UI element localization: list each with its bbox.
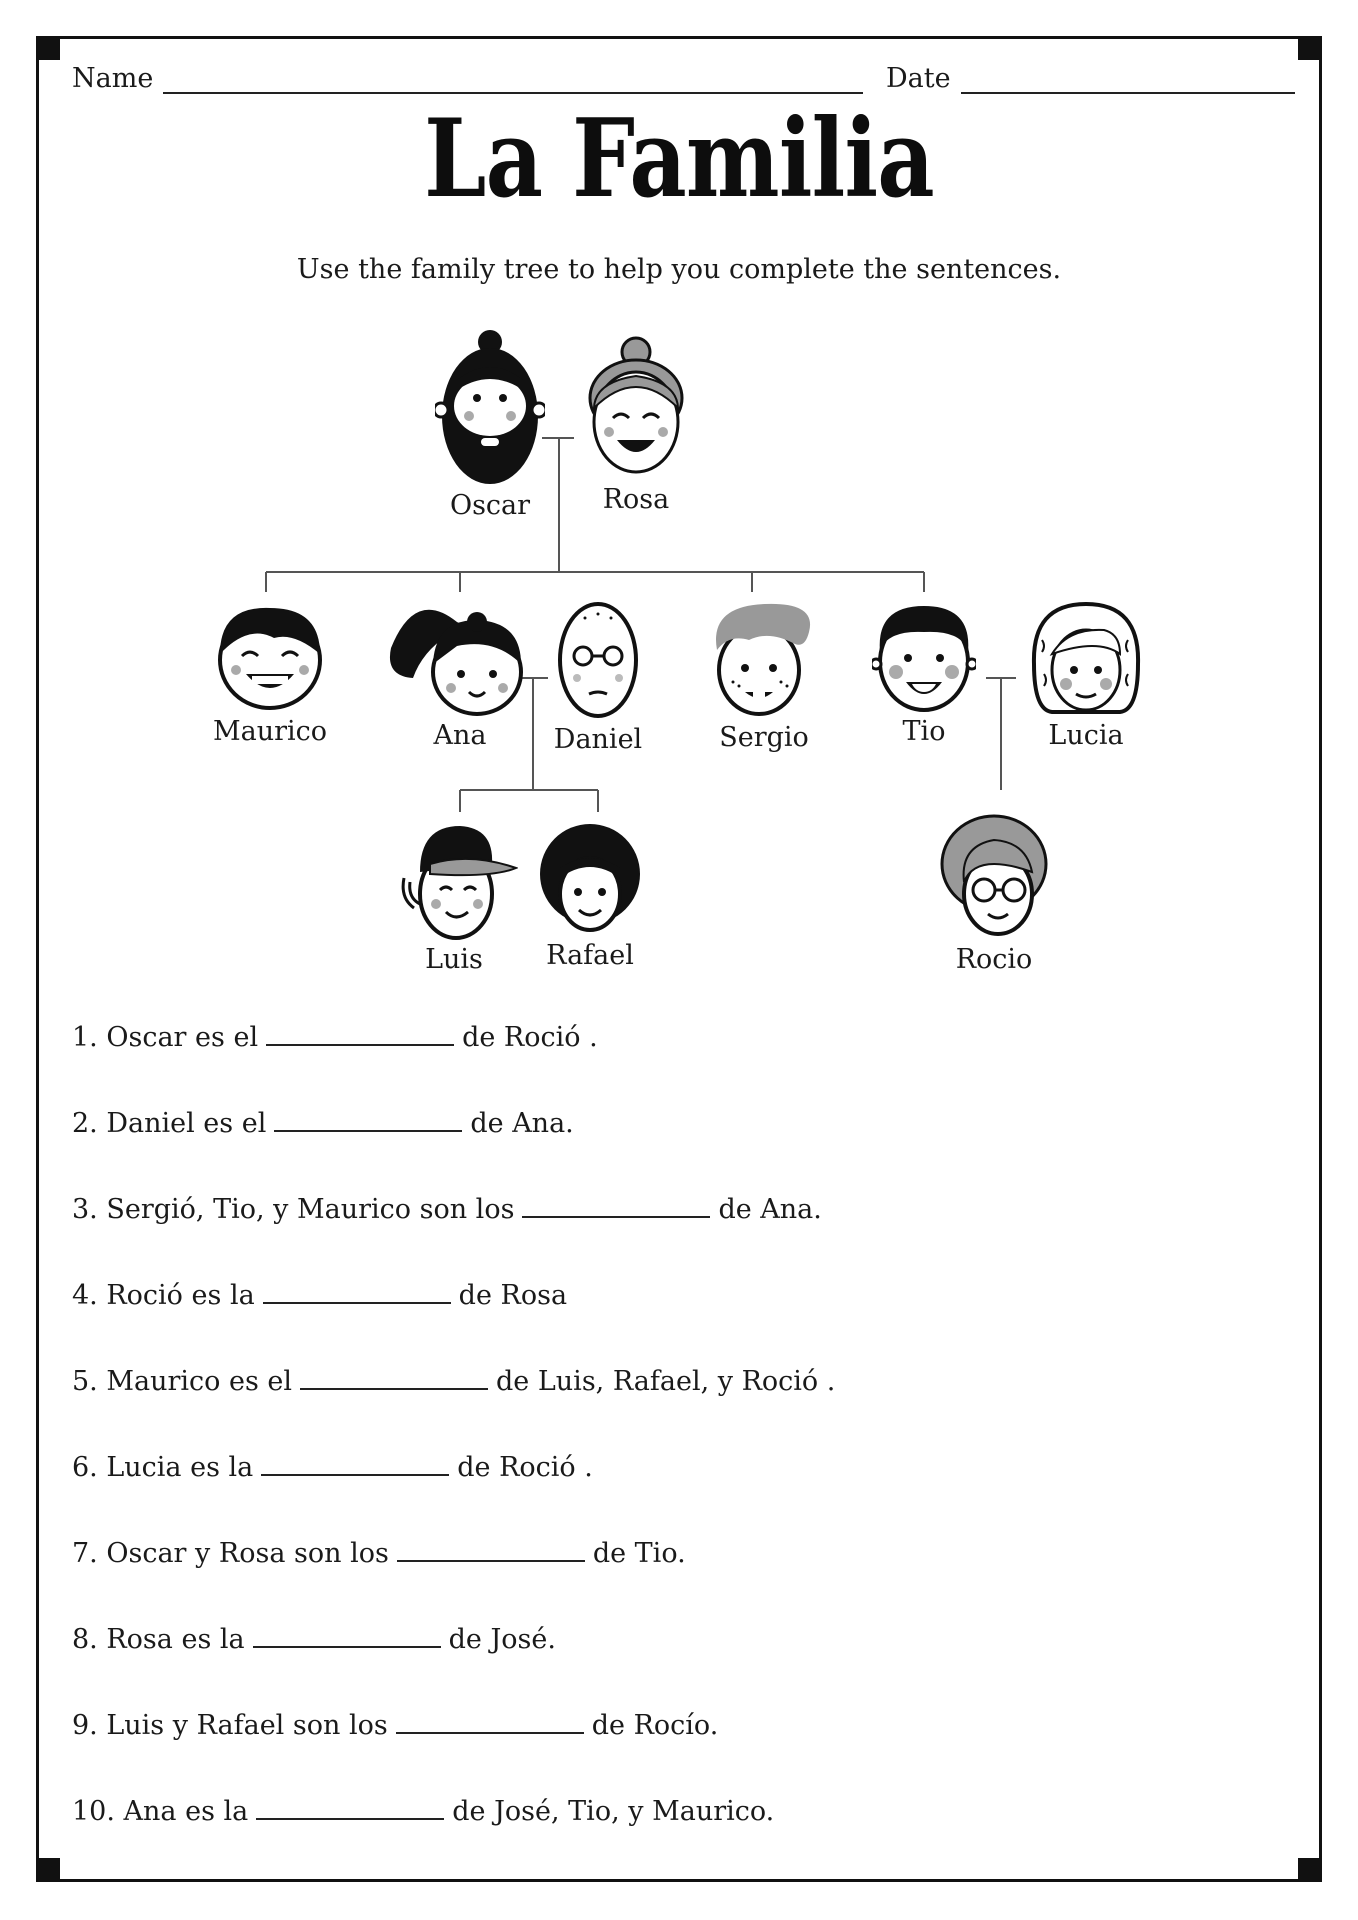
laughing-boy-face-icon	[214, 602, 326, 714]
corner-mark	[36, 1858, 60, 1882]
question-4	[72, 1278, 567, 1311]
question-10	[72, 1794, 774, 1827]
question-text: 1. Oscar es el	[72, 1022, 259, 1053]
member-name: Maurico	[212, 716, 328, 747]
member-name: Ana	[433, 720, 487, 751]
member-rafael	[500, 822, 680, 971]
afro-boy-face-icon	[531, 822, 649, 938]
answer-blank[interactable]	[261, 1450, 449, 1476]
member-name: Luis	[425, 944, 483, 975]
grinning-man-face-icon	[872, 602, 976, 714]
question-text: 7. Oscar y Rosa son los	[72, 1538, 389, 1569]
answer-blank[interactable]	[274, 1106, 462, 1132]
question-text: de Tio.	[592, 1538, 686, 1569]
question-text: de Roció .	[462, 1022, 598, 1053]
question-text: de José, Tio, y Maurico.	[452, 1796, 775, 1827]
member-name: Daniel	[553, 724, 643, 755]
curly-woman-face-icon	[1028, 600, 1144, 718]
member-maurico	[180, 602, 360, 747]
name-label: Name	[72, 63, 154, 94]
question-text: de Roció .	[457, 1452, 593, 1483]
page-title: La Familia	[424, 96, 934, 222]
question-7	[72, 1536, 686, 1569]
question-1	[72, 1020, 598, 1053]
corner-mark	[1298, 36, 1322, 60]
smiling-woman-bun-face-icon	[581, 336, 691, 482]
question-3	[72, 1192, 822, 1225]
member-name: Lucia	[1048, 720, 1124, 751]
question-text: 2. Daniel es el	[72, 1108, 267, 1139]
question-text: 3. Sergió, Tio, y Maurico son los	[72, 1194, 515, 1225]
corner-mark	[36, 36, 60, 60]
bearded-man-face-icon	[435, 328, 545, 488]
member-lucia	[996, 600, 1176, 751]
name-blank[interactable]	[163, 62, 863, 94]
date-field	[886, 62, 1295, 94]
freckled-boy-face-icon	[709, 600, 819, 720]
question-text: de Ana.	[470, 1108, 574, 1139]
question-text: 8. Rosa es la	[72, 1624, 245, 1655]
corner-mark	[1298, 1858, 1322, 1882]
answer-blank[interactable]	[253, 1622, 441, 1648]
glasses-girl-face-icon	[936, 812, 1052, 942]
member-name: Rocio	[955, 944, 1033, 975]
question-text: de Ana.	[718, 1194, 822, 1225]
question-text: de Rocío.	[591, 1710, 719, 1741]
question-text: 10. Ana es la	[72, 1796, 249, 1827]
cap-boy-face-icon	[390, 818, 518, 942]
member-rosa	[546, 336, 726, 515]
member-rocio	[904, 812, 1084, 975]
member-sergio	[674, 600, 854, 753]
bald-glasses-man-face-icon	[553, 598, 643, 722]
date-blank[interactable]	[961, 62, 1295, 94]
answer-blank[interactable]	[300, 1364, 488, 1390]
question-text: de Rosa	[458, 1280, 568, 1311]
question-5	[72, 1364, 835, 1397]
question-6	[72, 1450, 593, 1483]
question-text: 9. Luis y Rafael son los	[72, 1710, 388, 1741]
question-text: de José.	[448, 1624, 556, 1655]
member-name: Sergio	[719, 722, 809, 753]
member-tio	[834, 602, 1014, 747]
question-9	[72, 1708, 718, 1741]
date-label: Date	[886, 63, 951, 94]
member-name: Tio	[902, 716, 946, 747]
member-daniel	[508, 598, 688, 755]
instructions: Use the family tree to help you complete the sentences.	[296, 254, 1062, 285]
name-field	[72, 62, 863, 94]
question-text: 6. Lucia es la	[72, 1452, 254, 1483]
question-text: 5. Maurico es el	[72, 1366, 293, 1397]
member-name: Rosa	[602, 484, 670, 515]
answer-blank[interactable]	[522, 1192, 710, 1218]
answer-blank[interactable]	[263, 1278, 451, 1304]
question-text: 4. Roció es la	[72, 1280, 255, 1311]
member-name: Rafael	[546, 940, 634, 971]
answer-blank[interactable]	[266, 1020, 454, 1046]
answer-blank[interactable]	[396, 1708, 584, 1734]
answer-blank[interactable]	[397, 1536, 585, 1562]
question-2	[72, 1106, 574, 1139]
answer-blank[interactable]	[256, 1794, 444, 1820]
question-8	[72, 1622, 556, 1655]
member-name: Oscar	[449, 490, 531, 521]
question-text: de Luis, Rafael, y Roció .	[496, 1366, 836, 1397]
